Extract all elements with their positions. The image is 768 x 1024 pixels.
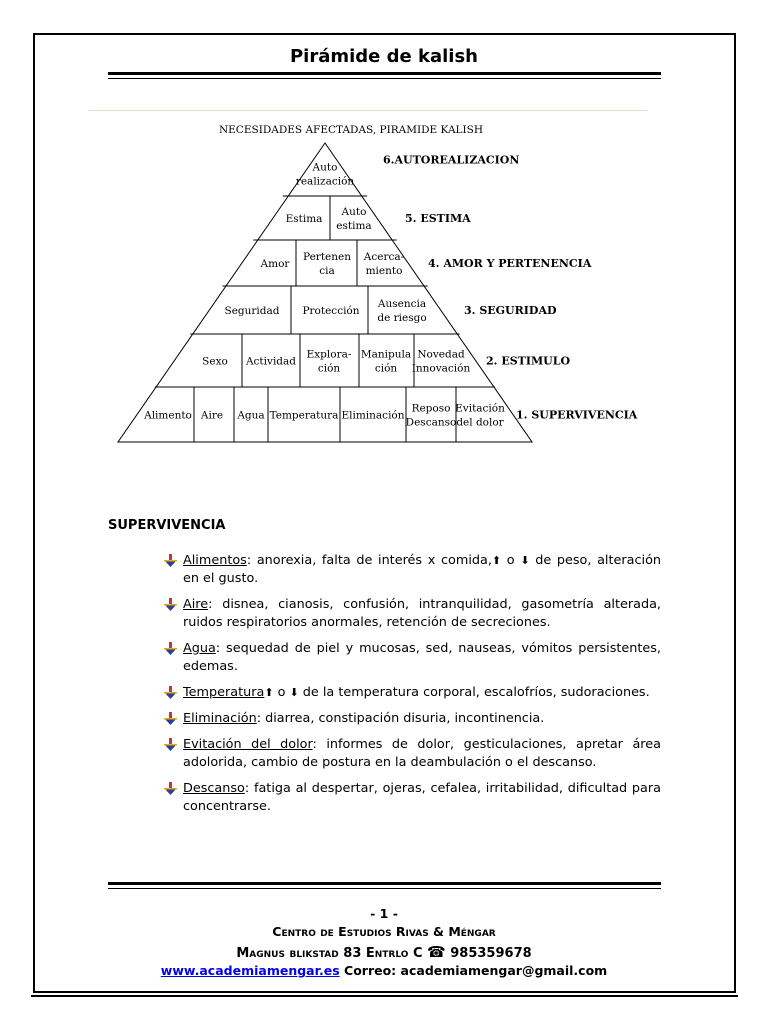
pyramid-cell-label: Acerca- <box>363 251 405 263</box>
pyramid-cell-label: Ausencia <box>377 298 427 310</box>
item-tail: de la temperatura corporal, escalofríos, sudoraciones. <box>298 685 650 700</box>
footer-rule <box>108 882 661 885</box>
pyramid-cell-label: Auto <box>341 206 367 218</box>
pyramid-cell-label: Amor <box>260 258 290 270</box>
page-title: Pirámide de kalish <box>289 46 478 67</box>
pyramid-level-label: 4. AMOR Y PERTENENCIA <box>428 257 592 270</box>
pyramid-cell-label: del dolor <box>456 416 504 429</box>
school-name: Centro de Estudios Rivas & Méngar <box>272 924 496 939</box>
kalish-pyramid-diagram <box>0 0 768 460</box>
item-term: Descanso <box>183 781 245 796</box>
frame-shadow <box>31 995 738 997</box>
list-item <box>164 736 661 772</box>
pyramid-level-label: 2. ESTIMULO <box>486 354 571 368</box>
pyramid-cell-label: de riesgo <box>377 312 427 324</box>
item-or: o <box>501 553 521 568</box>
list-item <box>164 596 661 632</box>
pyramid-cell-label: Seguridad <box>224 305 280 317</box>
pyramid-cell-label: estima <box>336 220 372 232</box>
pyramid-heading: NECESIDADES AFECTADAS, PIRAMIDE KALISH <box>218 124 484 136</box>
pyramid-cell-label: cia <box>319 265 335 277</box>
item-term: Evitación del dolor <box>183 737 313 752</box>
item-term: Eliminación <box>183 711 257 726</box>
needs-list <box>164 552 661 824</box>
pyramid-cell-label: Manipula <box>360 348 412 361</box>
pyramid-cell-label: Explora- <box>306 348 352 361</box>
arrow-bullet-icon <box>164 642 177 655</box>
list-item <box>164 780 661 816</box>
item-text: : fatiga al despertar, ojeras, cefalea, irritabilidad, dificultad para concentrarse. <box>183 781 661 814</box>
pyramid-cell-label: Temperatura <box>269 409 339 422</box>
up-arrow-icon: ⬆ <box>264 686 274 699</box>
item-term: Alimentos <box>183 553 247 568</box>
arrow-bullet-icon <box>164 712 177 725</box>
pyramid-cell-label: Eliminación <box>341 409 405 422</box>
pyramid-outline <box>118 143 532 442</box>
pyramid-level-label: 1. SUPERVIVENCIA <box>516 408 638 422</box>
arrow-bullet-icon <box>164 598 177 611</box>
pyramid-cell-label: Estima <box>285 213 323 225</box>
list-item <box>164 640 661 676</box>
pyramid-cell-label: Reposo <box>411 402 451 415</box>
pyramid-level-label: 6.AUTOREALIZACION <box>383 153 520 167</box>
pyramid-cell-label: Aire <box>200 409 224 422</box>
pyramid-cell-label: Sexo <box>202 355 228 368</box>
pyramid-cell-label: Auto <box>312 161 338 174</box>
list-item <box>164 684 661 702</box>
page-number: - 1 - <box>370 906 398 921</box>
email-label: Correo: <box>344 963 397 978</box>
item-term: Temperatura <box>183 685 265 700</box>
contact-line <box>0 963 768 978</box>
pyramid-cell-label: Actividad <box>245 355 297 368</box>
pyramid-cell-label: Pertenen <box>303 251 351 263</box>
address: Magnus blikstad 83 Entrlo C <box>236 946 423 961</box>
item-text: : diarrea, constipación disuria, incontinencia. <box>256 711 545 726</box>
pyramid-cell-label: Protección <box>302 305 360 317</box>
pyramid-cell-label: ción <box>317 362 341 375</box>
arrow-bullet-icon <box>164 686 177 699</box>
phone-icon: ☎ <box>427 943 446 961</box>
item-text: : disnea, cianosis, confusión, intranquilidad, gasometría alterada, ruidos respiratorios anormales, retención de secreciones. <box>183 597 661 630</box>
item-term: Aire <box>183 597 209 612</box>
list-item <box>164 552 661 588</box>
address-line <box>0 943 768 961</box>
pyramid-cell-label: miento <box>365 265 403 277</box>
item-text: : sequedad de piel y mucosas, sed, nauseas, vómitos persistentes, edemas. <box>183 641 661 674</box>
pyramid-level-label: 3. SEGURIDAD <box>464 304 557 317</box>
pyramid-cell-label: Agua <box>237 409 265 422</box>
item-tail: de peso, alteración en el gusto. <box>183 553 662 586</box>
item-text: : informes de dolor, gesticulaciones, apretar área adolorida, cambio de postura en la deambulación o el descanso. <box>183 737 661 770</box>
pyramid-cell-label: ción <box>374 362 398 375</box>
up-arrow-icon: ⬆ <box>491 554 502 567</box>
item-text: : anorexia, falta de interés x comida, <box>246 553 492 568</box>
down-arrow-icon: ⬇ <box>289 686 299 699</box>
arrow-bullet-icon <box>164 554 177 567</box>
website-link[interactable]: www.academiamengar.es <box>160 963 340 978</box>
item-or: o <box>273 685 290 700</box>
pyramid-cell-label: realización <box>295 175 355 188</box>
pyramid-level-label: 5. ESTIMA <box>405 212 471 225</box>
phone-number: 985359678 <box>450 946 532 961</box>
item-term: Agua <box>183 641 216 656</box>
pyramid-cell-label: Descanso <box>405 416 457 429</box>
footer-rule-thin <box>108 888 661 889</box>
pyramid-cell-label: Evitación <box>455 402 505 415</box>
arrow-bullet-icon <box>164 782 177 795</box>
section-heading: SUPERVIVENCIA <box>108 518 226 533</box>
arrow-bullet-icon <box>164 738 177 751</box>
email-address[interactable]: academiamengar@gmail.com <box>400 963 608 978</box>
down-arrow-icon: ⬇ <box>520 554 530 567</box>
pyramid-cell-label: Alimento <box>144 409 192 422</box>
list-item <box>164 710 661 728</box>
pyramid-cell-label: Novedad <box>417 348 465 361</box>
pyramid-cell-label: Innovación <box>411 362 471 375</box>
